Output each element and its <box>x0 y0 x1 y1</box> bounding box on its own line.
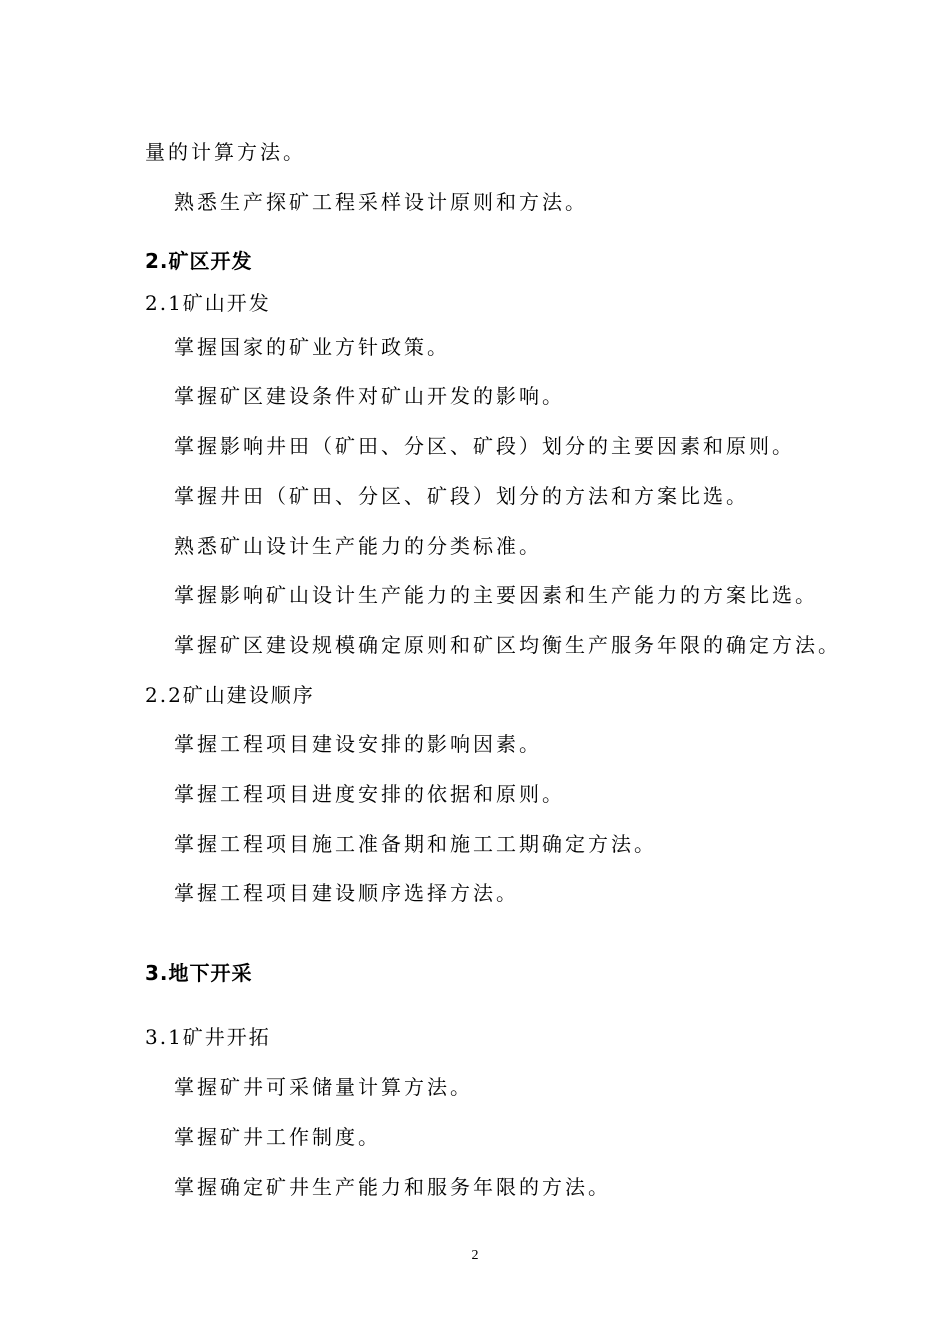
text-line: 掌握影响矿山设计生产能力的主要因素和生产能力的方案比选。 <box>174 583 818 607</box>
text-line: 熟悉生产探矿工程采样设计原则和方法。 <box>174 190 588 214</box>
text-line: 掌握矿井工作制度。 <box>174 1125 381 1149</box>
page-number: 2 <box>471 1248 479 1263</box>
text-line: 掌握工程项目进度安排的依据和原则。 <box>174 782 565 806</box>
text-line: 掌握影响井田（矿田、分区、矿段）划分的主要因素和原则。 <box>174 434 795 458</box>
section-heading: 2.矿区开发 <box>145 249 253 273</box>
text-line: 掌握工程项目施工准备期和施工工期确定方法。 <box>174 832 657 856</box>
text-line: 掌握确定矿井生产能力和服务年限的方法。 <box>174 1175 611 1199</box>
section-heading: 3.地下开采 <box>145 961 253 985</box>
text-line: 掌握矿区建设规模确定原则和矿区均衡生产服务年限的确定方法。 <box>174 633 841 657</box>
text-line: 掌握矿区建设条件对矿山开发的影响。 <box>174 384 565 408</box>
text-line: 掌握国家的矿业方针政策。 <box>174 335 450 359</box>
text-line: 量的计算方法。 <box>145 140 306 164</box>
subsection-heading: 3.1矿井开拓 <box>145 1025 271 1049</box>
text-line: 掌握工程项目建设顺序选择方法。 <box>174 881 519 905</box>
text-line: 掌握工程项目建设安排的影响因素。 <box>174 732 542 756</box>
subsection-heading: 2.1矿山开发 <box>145 291 271 315</box>
text-line: 熟悉矿山设计生产能力的分类标准。 <box>174 534 542 558</box>
text-line: 掌握井田（矿田、分区、矿段）划分的方法和方案比选。 <box>174 484 749 508</box>
text-line: 掌握矿井可采储量计算方法。 <box>174 1075 473 1099</box>
subsection-heading: 2.2矿山建设顺序 <box>145 683 315 707</box>
